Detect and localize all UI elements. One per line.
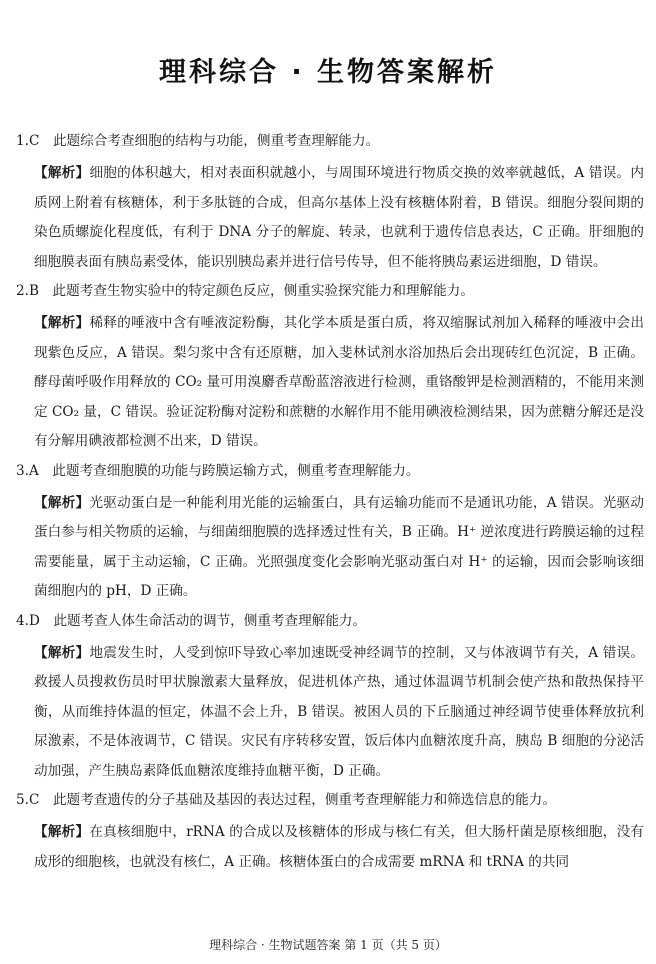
- answer-item-4: [16, 611, 644, 787]
- explanation-tag: 【解析】: [34, 824, 90, 840]
- question-summary: 2.B 此题考查生物实验中的特定颜色反应，侧重实验探究能力和理解能力。: [16, 283, 474, 299]
- page-title: 理科综合 · 生物答案解析: [158, 57, 498, 88]
- explanation-text: 光驱动蛋白是一种能利用光能的运输蛋白，具有运输功能而不是通讯功能，A 错误。光驱动蛋白参与相关物质的运输，与细菌细胞膜的选择透过性有关，B 正确。H⁺ 逆浓度进行跨膜运输的过程需要能量，属于主动运输，C 正确。光照强度变化会影响光驱动蛋白对 H⁺ 的运输，因而会影响该细菌细胞内的 pH，D 正确。: [34, 494, 645, 599]
- question-summary: 4.D 此题考查人体生命活动的调节，侧重考查理解能力。: [16, 612, 367, 629]
- answer-list: [16, 131, 644, 881]
- explanation-text: 细胞的体积越大，相对表面积就越小，与周围环境进行物质交换的效率就越低，A 错误。内质网上附着有核糖体，利于多肽链的合成，但高尔基体上没有核糖体附着，B 错误。细胞分裂间期的染色质螺旋化程度低，有利于 DNA 分子的解旋、转录，也就利于遗传信息表达，C 正确。肝细胞的细胞膜表面有胰岛素受体，能识别胰岛素并进行信号传导，但不能将胰岛素运进细胞，D 错误。: [34, 165, 645, 270]
- answer-item-1: [16, 131, 644, 277]
- explanation: [16, 489, 644, 607]
- explanation-text: 在真核细胞中，rRNA 的合成以及核糖体的形成与核仁有关，但大肠杆菌是原核细胞，没有成形的细胞核，也就没有核仁，A 正确。核糖体蛋白的合成需要 mRNA 和 tRNA 的共同: [34, 824, 645, 870]
- answer-item-5: [16, 790, 644, 877]
- explanation-text: 稀释的唾液中含有唾液淀粉酶，其化学本质是蛋白质，将双缩脲试剂加入稀释的唾液中会出现紫色反应，A 错误。梨匀浆中含有还原糖，加入斐林试剂水浴加热后会出现砖红色沉淀，B 正确。酵母菌呼吸作用释放的 CO₂ 量可用溴麝香草酚蓝溶液进行检测，重铬酸钾是检测酒精的，不能用来测定 CO₂ 量，C 错误。验证淀粉酶对淀粉和蔗糖的水解作用不能用碘液检测结果，因为蔗糖分解还是没有分解用碘液都检测不出来，D 错误。: [34, 315, 645, 449]
- question-summary: 5.C 此题考查遗传的分子基础及基因的表达过程，侧重考查理解能力和筛选信息的能力。: [16, 792, 556, 808]
- question-summary: 3.A 此题考查细胞膜的功能与跨膜运输方式，侧重考查理解能力。: [16, 462, 420, 479]
- explanation-tag: 【解析】: [34, 315, 90, 331]
- answer-item-3: [16, 461, 644, 607]
- answer-item-2: [16, 281, 644, 457]
- question-summary: 1.C 此题综合考查细胞的结构与功能，侧重考查理解能力。: [16, 133, 380, 149]
- explanation: [16, 639, 644, 787]
- explanation-text: 地震发生时，人受到惊吓导致心率加速既受神经调节的控制，又与体液调节有关，A 错误。救援人员搜救伤员时甲状腺激素大量释放，促进机体产热，通过体温调节机制会使产热和散热保持平衡，从而维持体温的恒定，体温不会上升，B 错误。被困人员的下丘脑通过神经调节使垂体释放抗利尿激素，不是体液调节，C 错误。灾民有序转移安置，饭后体内血糖浓度升高，胰岛 B 细胞的分泌活动加强，产生胰岛素降低血糖浓度维持血糖平衡，D 正确。: [34, 644, 645, 779]
- explanation: [16, 309, 644, 457]
- page-footer: 理科综合 · 生物试题答案 第 1 页（共 5 页）: [209, 938, 447, 952]
- explanation: [16, 159, 644, 277]
- explanation-tag: 【解析】: [34, 644, 90, 661]
- explanation-tag: 【解析】: [34, 494, 90, 511]
- explanation: [16, 818, 644, 877]
- explanation-tag: 【解析】: [34, 165, 90, 181]
